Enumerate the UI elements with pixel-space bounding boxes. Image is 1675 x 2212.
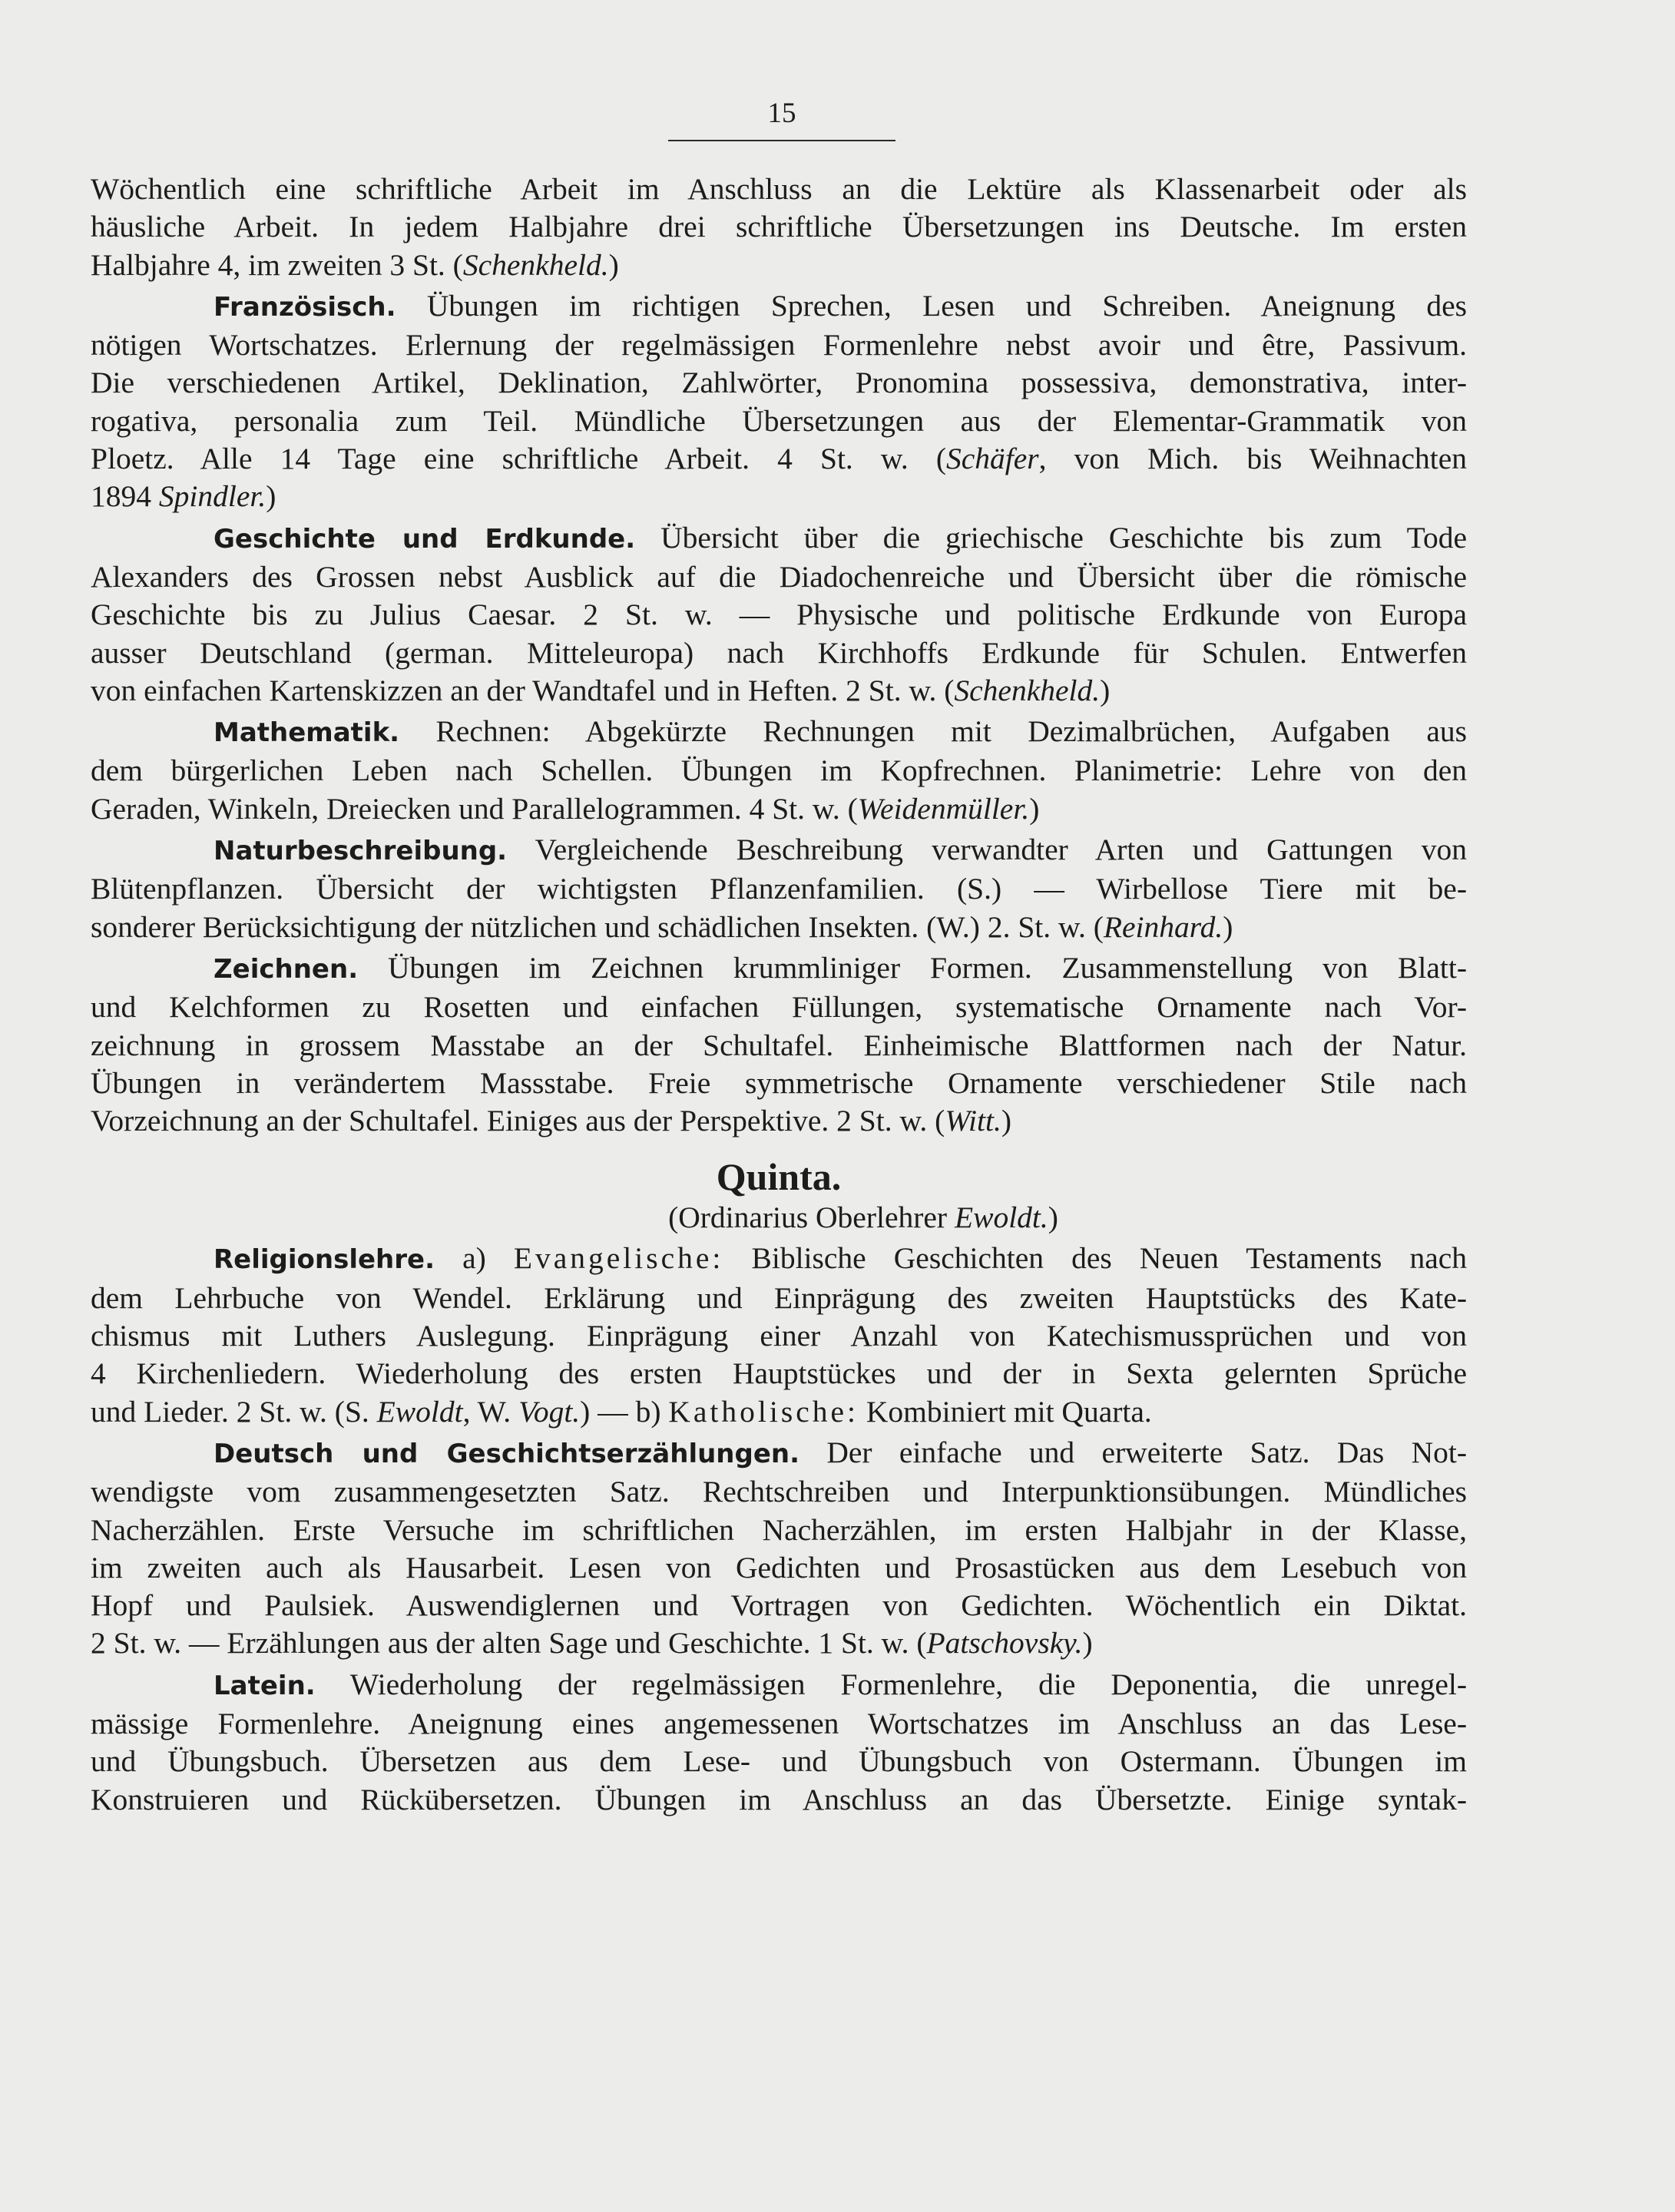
teacher-name: Ewoldt. (954, 1200, 1048, 1235)
text-span: ) (1100, 673, 1111, 707)
text-line: Konstruieren und Rückübersetzen. Übungen im Anschluss an das Übersetzte. Einige syntak- (91, 1782, 1467, 1816)
text-line: Geschichte bis zu Julius Caesar. 2 St. w. — Physische und politische Erdkunde von Europa (91, 598, 1467, 632)
text-span: ) (266, 479, 276, 514)
text-span: a) (435, 1241, 514, 1276)
text-line (91, 831, 1467, 870)
teacher-name: Ewoldt (376, 1394, 463, 1429)
text-line: rogativa, personalia zum Teil. Mündliche Übersetzungen aus der Elementar-Grammatik von (91, 403, 1467, 438)
text-span: und Lieder. 2 St. w. (S. (91, 1394, 377, 1429)
text-span: Der einfache und erweiterte Satz. Das Not- (799, 1435, 1467, 1469)
text-line: wendigste vom zusammengesetzten Satz. Rechtschreiben und Interpunktionsübungen. Mündliches (91, 1475, 1467, 1509)
paragraph-religionslehre (91, 1240, 1467, 1430)
text-line: Blütenpflanzen. Übersicht der wichtigsten Pflanzenfamilien. (S.) — Wirbellose Tiere mit be- (91, 872, 1467, 906)
text-line: im zweiten auch als Hausarbeit. Lesen von Gedichten und Prosastücken aus dem Lesebuch von (91, 1550, 1467, 1584)
text-span: von einfachen Kartenskizzen an der Wandtafel und in Heften. 2 St. w. ( (91, 673, 955, 707)
text-line: zeichnung in grossem Masstabe an der Schultafel. Einheimische Blattformen nach der Natur. (91, 1028, 1467, 1062)
text-line (91, 478, 1467, 515)
text-span: ) (1029, 791, 1040, 826)
text-line: und Kelchformen zu Rosetten und einfachen Füllungen, systematische Ornamente nach Vor- (91, 990, 1467, 1025)
class-ordinarius (260, 1198, 1467, 1237)
text-line (91, 1240, 1467, 1279)
text-span: Vergleichende Beschreibung verwandter Arten und Gattungen von (507, 833, 1467, 867)
text-line: mässige Formenlehre. Aneignung eines angemessenen Wortschatzes im Anschluss an das Lese- (91, 1706, 1467, 1740)
section-heading: Zeichnen. (214, 953, 359, 985)
text-span: Wiederholung der regelmässigen Formenlehre, die Deponentia, die unregel- (315, 1667, 1467, 1701)
text-line (91, 672, 1467, 710)
text-line (91, 1434, 1467, 1473)
text-line: ausser Deutschland (german. Mitteleuropa) nach Kirchhoffs Erdkunde für Schulen. Entwerfen (91, 635, 1467, 670)
text-span: Ploetz. Alle 14 Tage eine schriftliche Arbeit. 4 St. w. ( (91, 442, 946, 476)
text-span: ) (608, 247, 619, 282)
text-line: Hopf und Paulsiek. Auswendiglernen und Vortragen von Gedichten. Wöchentlich ein Diktat. (91, 1588, 1467, 1623)
teacher-name: Reinhard. (1103, 909, 1223, 944)
text-span: Übersicht über die griechische Geschichte bis zum Tode (635, 520, 1467, 555)
text-span: Biblische Geschichten des Neuen Testaments nach (723, 1241, 1468, 1276)
text-span: ) (1001, 1104, 1011, 1138)
text-line: nötigen Wortschatzes. Erlernung der regelmässigen Formenlehre nebst avoir und être, Passivum. (91, 328, 1467, 363)
text-line (91, 949, 1467, 988)
text-line (91, 287, 1467, 326)
text-span: , W. (462, 1394, 519, 1429)
text-line: dem bürgerlichen Leben nach Schellen. Übungen im Kopfrechnen. Planimetrie: Lehre von den (91, 753, 1467, 788)
text-span: ) (1048, 1200, 1058, 1235)
text-span-spaced: Katholische: (668, 1394, 859, 1429)
text-line (91, 247, 1467, 284)
teacher-name: Spindler. (158, 479, 266, 514)
teacher-name: Vogt. (518, 1394, 581, 1429)
text-span: ) (1223, 909, 1233, 944)
teacher-name: Witt. (945, 1104, 1001, 1138)
text-line: chismus mit Luthers Auslegung. Einprägung einer Anzahl von Katechismussprüchen und von (91, 1319, 1467, 1353)
text-span: Rechnen: Abgekürzte Rechnungen mit Dezimalbrüchen, Aufgaben aus (399, 714, 1467, 749)
section-heading: Deutsch und Geschichtserzählungen. (214, 1438, 800, 1469)
text-span: 1894 (91, 479, 159, 514)
teacher-name: Patschovsky. (926, 1626, 1083, 1661)
section-heading: Latein. (214, 1670, 316, 1701)
class-title: Quinta. (716, 1155, 842, 1199)
paragraph-franzoesisch (91, 287, 1467, 516)
text-span: Übungen im richtigen Sprechen, Lesen und Schreiben. Aneignung des (396, 288, 1467, 323)
text-line: Nacherzählen. Erste Versuche im schriftlichen Nacherzählen, im ersten Halbjahr in der Klasse, (91, 1512, 1467, 1547)
page-number: 15 (668, 98, 895, 141)
text-line: dem Lehrbuche von Wendel. Erklärung und Einprägung des zweiten Hauptstücks des Kate- (91, 1280, 1467, 1315)
paragraph-mathematik (91, 713, 1467, 828)
text-span: Halbjahre 4, im zweiten 3 St. ( (91, 247, 463, 282)
section-heading: Französisch. (214, 291, 396, 323)
text-span: Geraden, Winkeln, Dreiecken und Parallelogrammen. 4 St. w. ( (91, 791, 858, 826)
text-line (91, 909, 1467, 946)
teacher-name: Schenkheld. (462, 247, 609, 282)
section-heading: Naturbeschreibung. (214, 836, 508, 867)
text-span: Kombiniert mit Quarta. (859, 1394, 1152, 1429)
section-heading: Religionslehre. (214, 1244, 435, 1276)
text-span: 2 St. w. — Erzählungen aus der alten Sage und Geschichte. 1 St. w. ( (91, 1626, 927, 1661)
text-line (91, 440, 1467, 478)
text-line: 4 Kirchenliedern. Wiederholung des ersten Hauptstückes und der in Sexta gelernten Sprüche (91, 1356, 1467, 1391)
text-line (91, 1666, 1467, 1705)
text-line (91, 1393, 1467, 1431)
teacher-name: Schäfer (945, 442, 1039, 476)
paragraph-naturbeschreibung (91, 831, 1467, 946)
text-line: häusliche Arbeit. In jedem Halbjahre drei schriftliche Übersetzungen ins Deutsche. Im ersten (91, 210, 1467, 244)
teacher-name: Schenkheld. (954, 673, 1101, 707)
text-span: (Ordinarius Oberlehrer (668, 1200, 955, 1235)
text-line (91, 713, 1467, 752)
paragraph-latein (91, 1666, 1467, 1819)
text-span: ) (1082, 1626, 1093, 1661)
text-line: Alexanders des Grossen nebst Ausblick auf die Diadochenreiche und Übersicht über die römische (91, 559, 1467, 594)
text-line (91, 519, 1467, 558)
section-heading: Mathematik. (214, 717, 400, 749)
document-body (91, 171, 1467, 1819)
text-span: , von Mich. bis Weihnachten (1038, 442, 1467, 476)
text-line: Die verschiedenen Artikel, Deklination, Zahlwörter, Pronomina possessiva, demonstrativa, inter- (91, 366, 1467, 400)
paragraph-deutsch (91, 1434, 1467, 1663)
teacher-name: Weidenmüller. (857, 791, 1030, 826)
paragraph-latein-continued (91, 171, 1467, 284)
section-heading: Geschichte und Erdkunde. (214, 523, 636, 555)
text-line (91, 1624, 1467, 1662)
text-span: sonderer Berücksichtigung der nützlichen und schädlichen Insekten. (W.) 2. St. w. ( (91, 909, 1104, 944)
text-span: Vorzeichnung an der Schultafel. Einiges aus der Perspektive. 2 St. w. ( (91, 1104, 945, 1138)
text-line: und Übungsbuch. Übersetzen aus dem Lese- und Übungsbuch von Ostermann. Übungen im (91, 1744, 1467, 1779)
text-span: Übungen im Zeichnen krummliniger Formen. Zusammenstellung von Blatt- (358, 950, 1467, 985)
text-line (91, 1102, 1467, 1140)
text-line: Wöchentlich eine schriftliche Arbeit im Anschluss an die Lektüre als Klassenarbeit oder als (91, 172, 1467, 206)
text-line: Übungen in verändertem Massstabe. Freie symmetrische Ornamente verschiedener Stile nach (91, 1065, 1467, 1100)
paragraph-zeichnen (91, 949, 1467, 1140)
text-line (91, 790, 1467, 828)
text-span: ) — b) (580, 1394, 669, 1429)
text-span-spaced: Evangelische: (513, 1241, 724, 1276)
paragraph-geschichte (91, 519, 1467, 710)
